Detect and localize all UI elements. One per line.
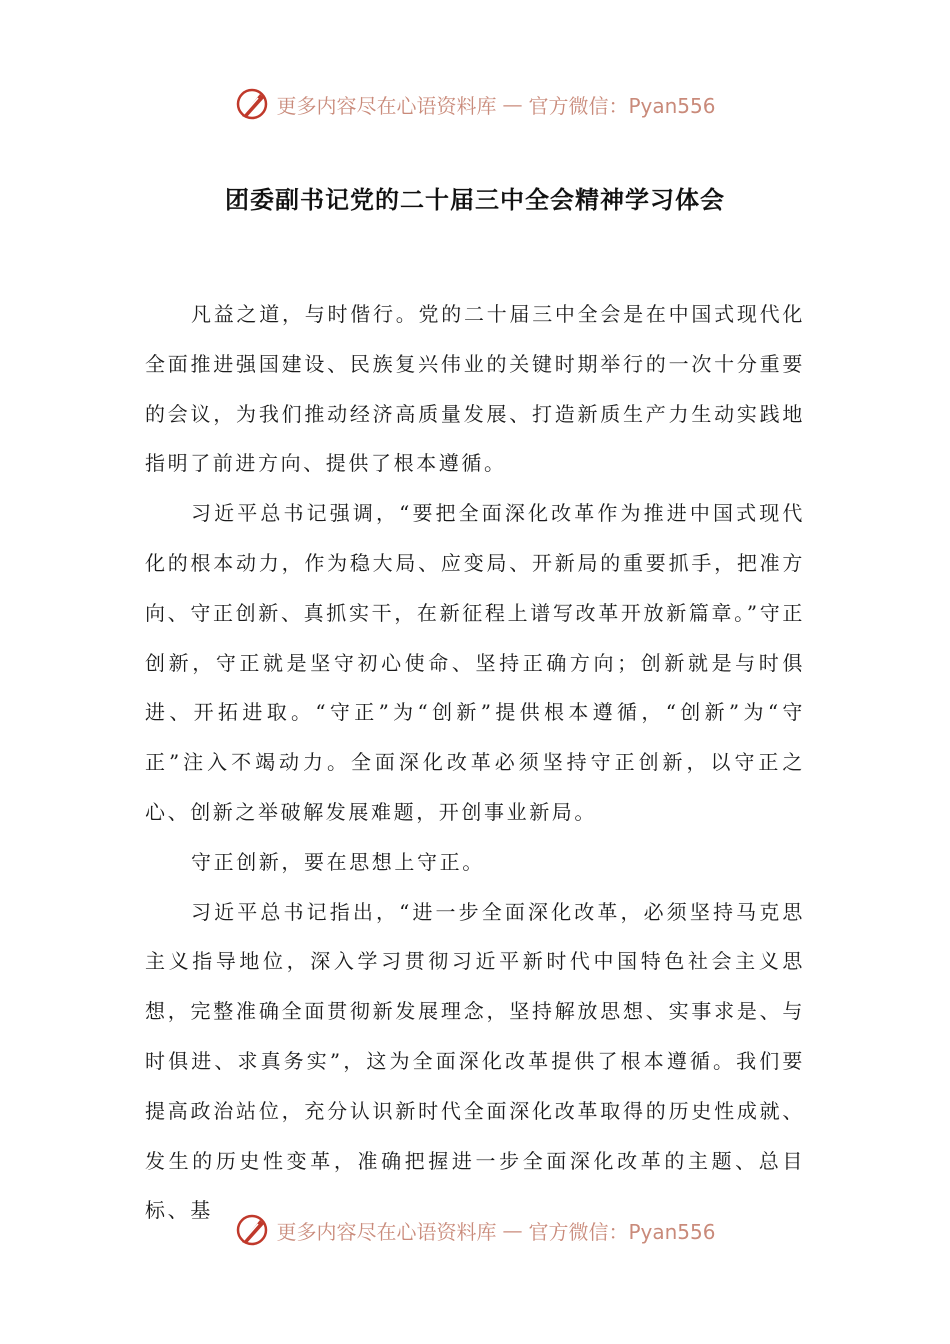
quill-logo-icon — [234, 86, 270, 122]
paragraph: 守正创新，要在思想上守正。 — [191, 849, 485, 874]
quill-logo-icon — [234, 1212, 270, 1248]
paragraph: 凡益之道，与时偕行。党的二十届三中全会是在中国式现代化全面推进强国建设、民族复兴伟业的关键时期举行的一次十分重要的会议，为我们推动经济高质量发展、打造新质生产力生动实践地指明了前进方向、提供了根本遵循。 — [145, 302, 805, 476]
header-watermark — [0, 86, 950, 122]
document-body — [145, 290, 805, 1236]
paragraph: 习近平总书记指出，“进一步全面深化改革，必须坚持马克思主义指导地位，深入学习贯彻习近平新时代中国特色社会主义思想，完整准确全面贯彻新发展理念，坚持解放思想、实事求是、与时俱进、求真务实”，这为全面深化改革提供了根本遵循。我们要提高政治站位，充分认识新时代全面深化改革取得的历史性成就、发生的历史性变革，准确把握进一步全面深化改革的主题、总目标、基 — [145, 899, 805, 1223]
footer-watermark — [0, 1212, 950, 1248]
watermark-wechat: 官方微信：Pyan556 — [528, 93, 716, 118]
watermark-text: 更多内容尽在心语资料库 — [276, 93, 497, 118]
watermark-text: 更多内容尽在心语资料库 — [276, 1219, 497, 1244]
document-title: 团委副书记党的二十届三中全会精神学习体会 — [225, 186, 725, 214]
watermark-dash: — — [502, 1218, 523, 1242]
watermark-dash: — — [502, 92, 523, 116]
watermark-wechat: 官方微信：Pyan556 — [528, 1219, 716, 1244]
paragraph: 习近平总书记强调，“要把全面深化改革作为推进中国式现代化的根本动力，作为稳大局、应变局、开新局的重要抓手，把准方向、守正创新、真抓实干，在新征程上谱写改革开放新篇章。”守正创新，守正就是坚守初心使命、坚持正确方向；创新就是与时俱进、开拓进取。“守正”为“创新”提供根本遵循，“创新”为“守正”注入不竭动力。全面深化改革必须坚持守正创新，以守正之心、创新之举破解发展难题，开创事业新局。 — [145, 501, 805, 824]
